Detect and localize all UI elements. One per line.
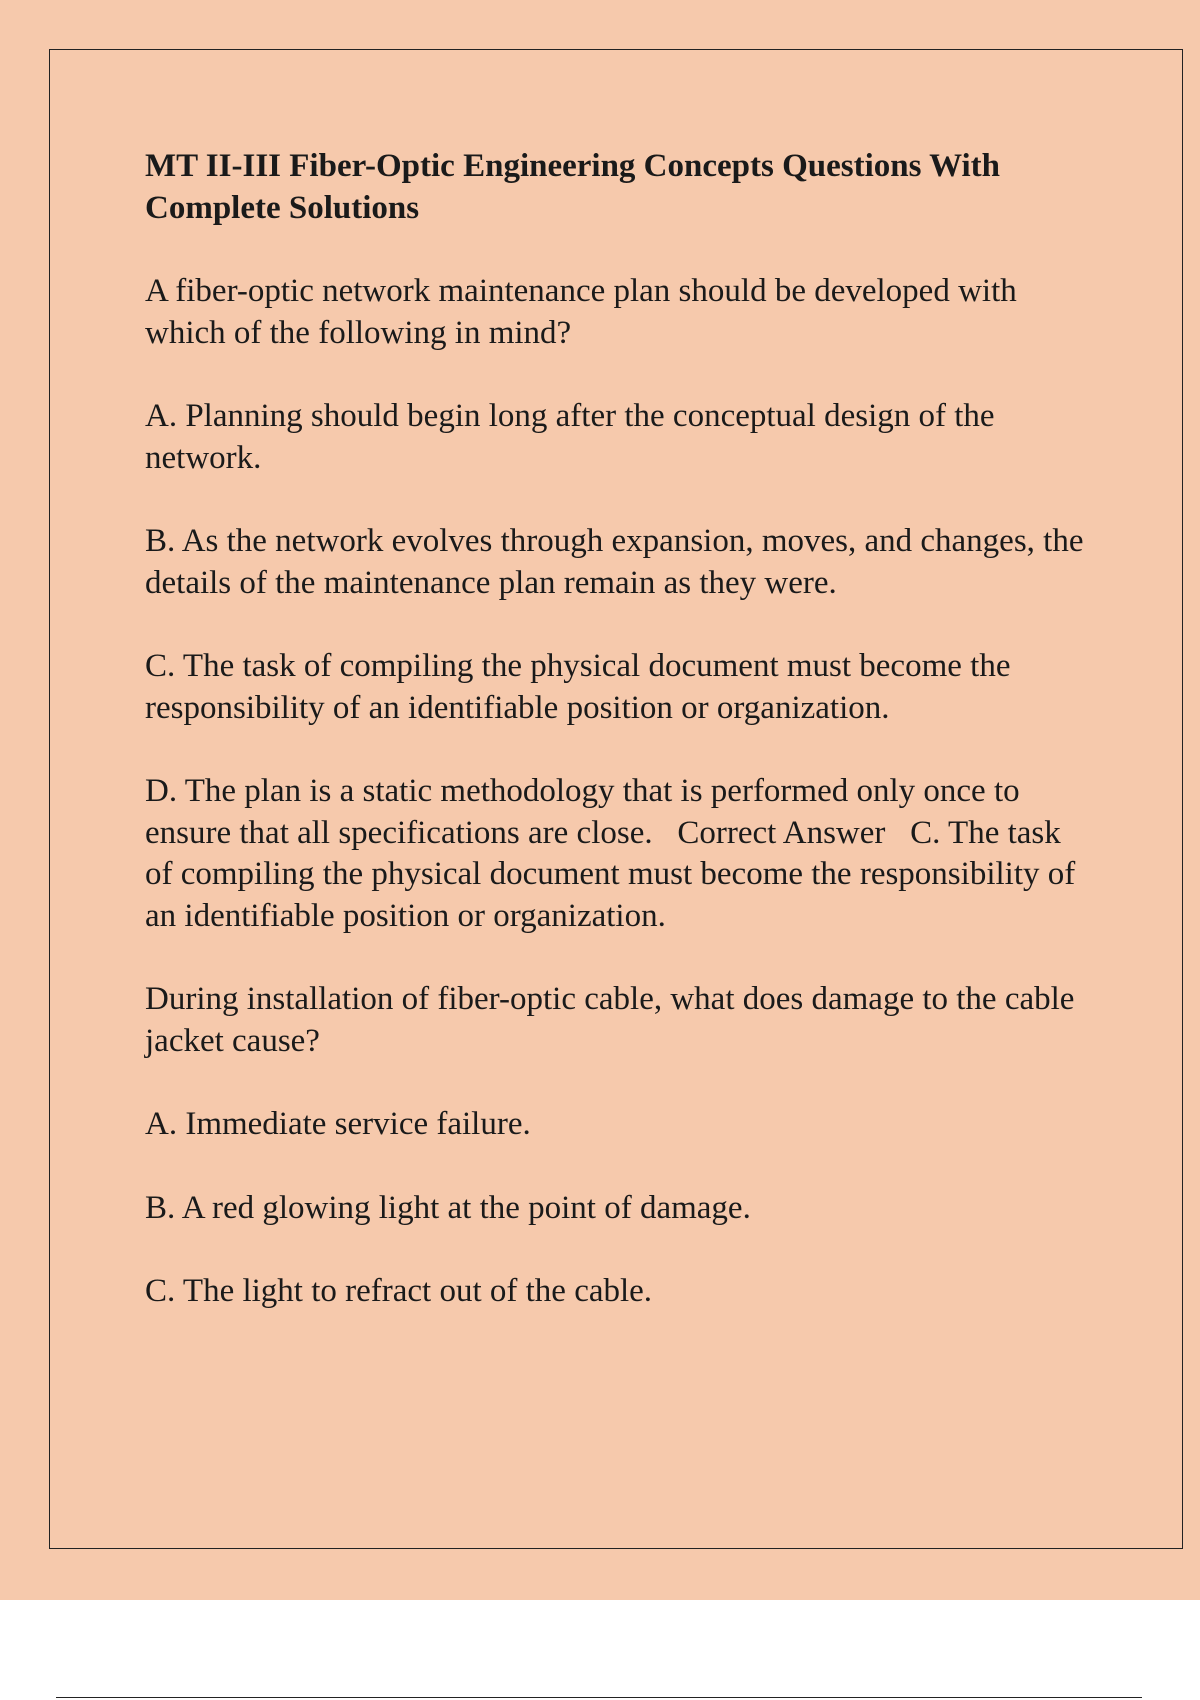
document-content — [145, 145, 1095, 1355]
question-1-option-c: C. The task of compiling the physical document must become the responsibility of an identifiable position or organization. — [145, 648, 1019, 726]
question-1-option-b: B. As the network evolves through expansion, moves, and changes, the details of the maintenance plan remain as they were. — [145, 523, 1092, 601]
question-2-option-c: C. The light to refract out of the cable. — [145, 1273, 653, 1309]
question-1-text: A fiber-optic network maintenance plan should be developed with which of the following in mind? — [145, 273, 1025, 351]
question-2-option-a: A. Immediate service failure. — [145, 1106, 531, 1142]
question-2-option-b: B. A red glowing light at the point of damage. — [145, 1189, 751, 1226]
document-title: MT II-III Fiber-Optic Engineering Concepts Questions With Complete Solutions — [145, 148, 1001, 226]
footer-divider — [56, 1697, 1142, 1698]
question-2-text: During installation of fiber-optic cable, what does damage to the cable jacket cause? — [145, 981, 1083, 1059]
question-1-option-d-with-answer: D. The plan is a static methodology that is performed only once to ensure that all specifications are close. Correct Answer C. The task of compiling the physical document must become the responsibility of an identifiable position or organization. — [145, 773, 1084, 934]
question-1-option-a: A. Planning should begin long after the conceptual design of the network. — [145, 398, 1003, 476]
